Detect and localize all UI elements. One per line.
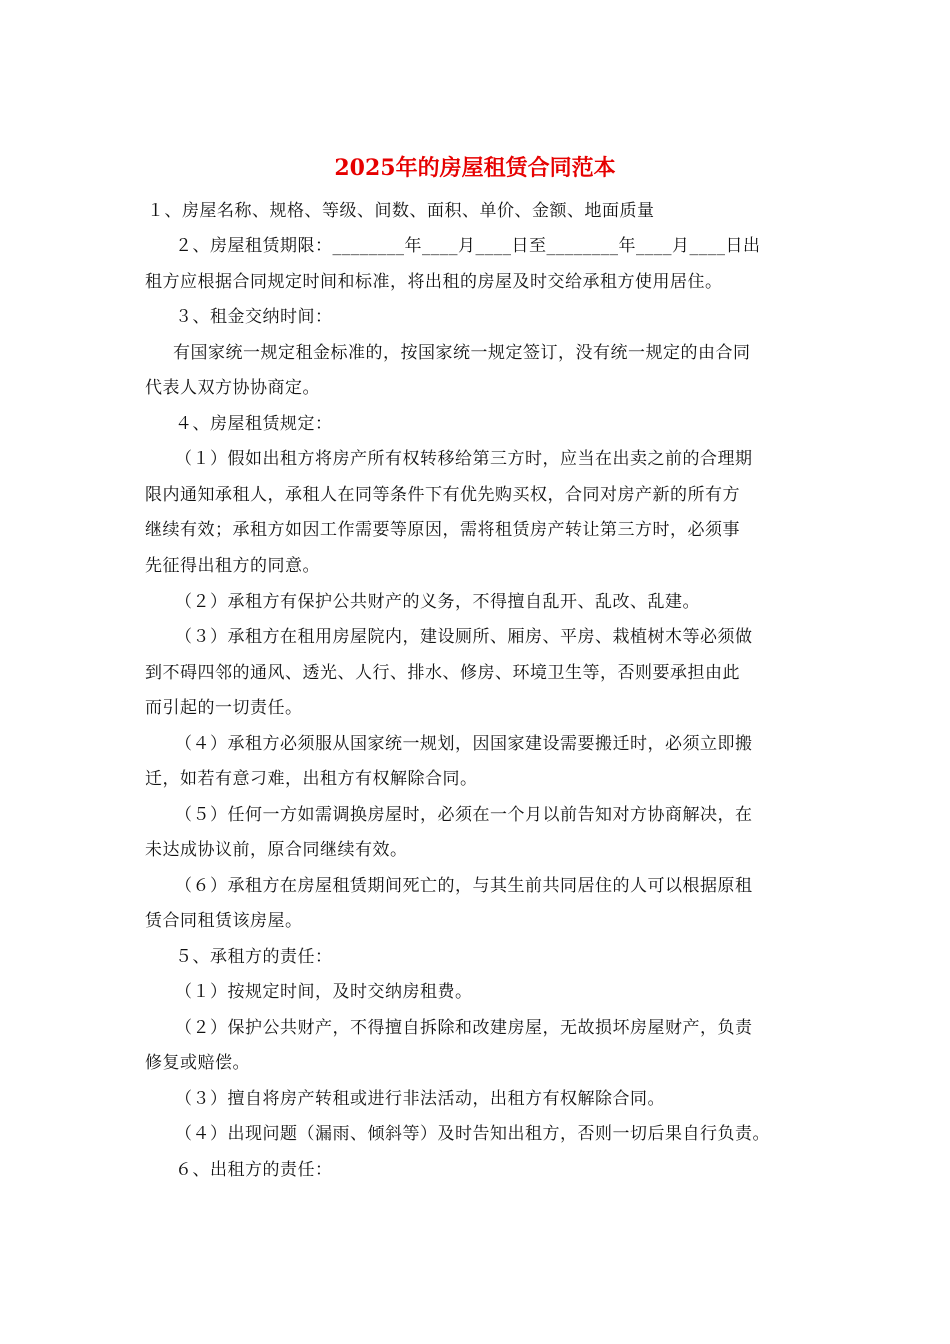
clause-line: ６、出租方的责任： [175,1160,333,1180]
clause-line: 租方应根据合同规定时间和标准，将出租的房屋及时交给承租方使用居住。 [145,272,723,292]
clause-line: （６）承租方在房屋租赁期间死亡的，与其生前共同居住的人可以根据原租 [175,876,753,896]
clause-line: （４）承租方必须服从国家统一规划，因国家建设需要搬迁时，必须立即搬 [175,734,753,754]
clause-line: 代表人双方协协商定。 [145,378,320,398]
clause-line: （２）承租方有保护公共财产的义务，不得擅自乱开、乱改、乱建。 [175,592,700,612]
clause-line: １、房屋名称、规格、等级、间数、面积、单价、金额、地面质量 [147,201,655,221]
clause-line: 修复或赔偿。 [145,1053,250,1073]
clause-line: 到不碍四邻的通风、透光、人行、排水、修房、环境卫生等，否则要承担由此 [145,663,740,683]
clause-line: （１）按规定时间，及时交纳房租费。 [175,982,473,1002]
clause-line: 迁，如若有意刁难，出租方有权解除合同。 [145,769,478,789]
clause-line: ３、租金交纳时间： [175,307,333,327]
clause-line: 限内通知承租人，承租人在同等条件下有优先购买权，合同对房产新的所有方 [145,485,740,505]
document-title: 2025年的房屋租赁合同范本 [334,155,616,181]
clause-line: （１）假如出租方将房产所有权转移给第三方时，应当在出卖之前的合理期 [175,449,753,469]
clause-line: ２、房屋租赁期限：________年____月____日至________年____月____日出 [175,236,761,256]
clause-line: ４、房屋租赁规定： [175,414,333,434]
clause-line: 而引起的一切责任。 [145,698,303,718]
clause-line: 继续有效；承租方如因工作需要等原因，需将租赁房产转让第三方时，必须事 [145,520,740,540]
clause-line: 先征得出租方的同意。 [145,556,320,576]
clause-line: 有国家统一规定租金标准的，按国家统一规定签订，没有统一规定的由合同 [173,343,751,363]
clause-line: （４）出现问题（漏雨、倾斜等）及时告知出租方，否则一切后果自行负责。 [175,1124,770,1144]
clause-line: （２）保护公共财产，不得擅自拆除和改建房屋，无故损坏房屋财产，负责 [175,1018,753,1038]
clause-line: 赁合同租赁该房屋。 [145,911,303,931]
clause-line: （５）任何一方如需调换房屋时，必须在一个月以前告知对方协商解决，在 [175,805,753,825]
clause-line: ５、承租方的责任： [175,947,333,967]
clause-line: （３）擅自将房产转租或进行非法活动，出租方有权解除合同。 [175,1089,665,1109]
clause-line: 未达成协议前，原合同继续有效。 [145,840,408,860]
clause-line: （３）承租方在租用房屋院内，建设厕所、厢房、平房、栽植树木等必须做 [175,627,753,647]
